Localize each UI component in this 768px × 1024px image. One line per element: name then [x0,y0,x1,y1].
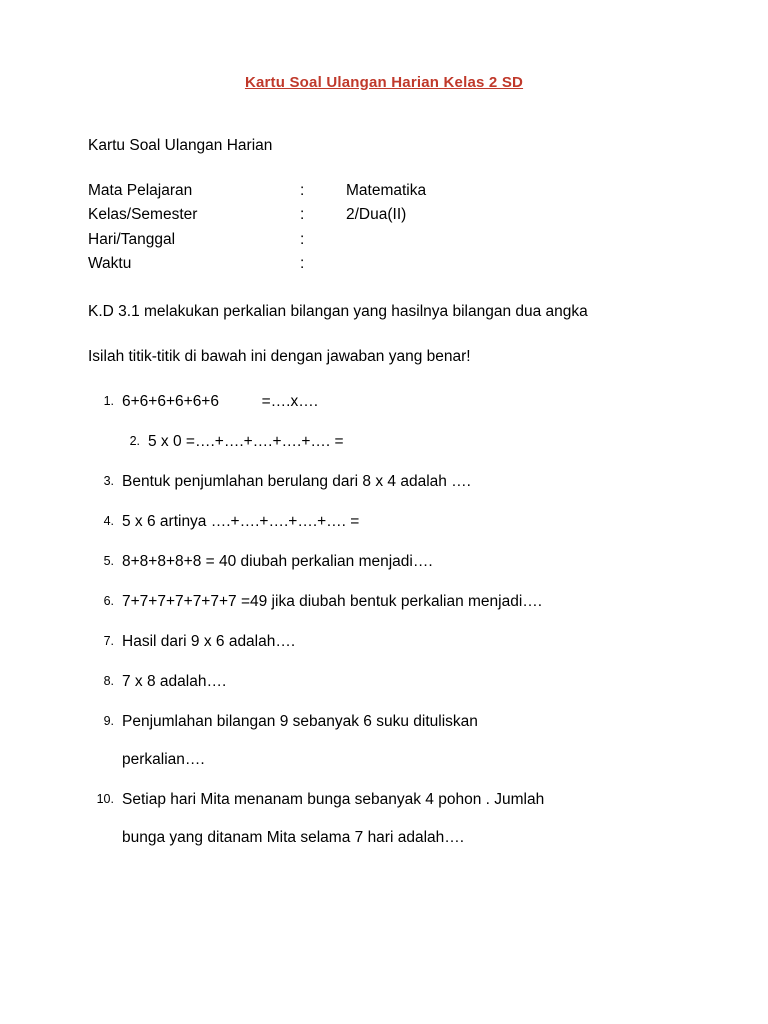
metadata-colon: : [300,206,305,224]
metadata-row [88,228,680,252]
question-text-part-a: 6+6+6+6+6+6 [122,393,219,411]
question-text: 8+8+8+8+8 = 40 diubah perkalian menjadi…. [122,553,433,571]
question-item [88,788,680,850]
question-text: 7+7+7+7+7+7+7 =49 jika diubah bentuk perkalian menjadi…. [122,593,543,611]
question-text: Hasil dari 9 x 6 adalah…. [122,633,296,651]
question-number: 10. [96,792,114,807]
metadata-block [88,179,680,275]
question-item [88,470,680,494]
question-text-line1: Penjumlahan bilangan 9 sebanyak 6 suku dituliskan [122,713,478,731]
instruction-text: Isilah titik-titik di bawah ini dengan jawaban yang benar! [88,347,471,365]
question-list [88,390,680,850]
metadata-label: Kelas/Semester [88,206,198,224]
metadata-row [88,179,680,203]
question-number: 6. [103,594,114,609]
metadata-label: Hari/Tanggal [88,230,176,248]
question-text-line2: perkalian…. [122,751,205,769]
question-text: 5 x 0 =….+….+….+….+…. = [148,433,344,451]
page-title: Kartu Soal Ulangan Harian Kelas 2 SD [244,74,524,91]
question-item [88,670,680,694]
question-text-line1: Setiap hari Mita menanam bunga sebanyak 4 pohon . Jumlah [122,791,545,809]
metadata-colon: : [300,230,305,248]
metadata-value: Matematika [346,182,427,200]
question-text: 5 x 6 artinya ….+….+….+….+…. = [122,513,360,531]
question-number: 7. [103,634,114,649]
question-text: 7 x 8 adalah…. [122,673,227,691]
question-item [88,710,680,772]
metadata-value: 2/Dua(II) [346,206,407,224]
metadata-label: Mata Pelajaran [88,182,193,200]
question-text: Bentuk penjumlahan berulang dari 8 x 4 adalah …. [122,473,471,491]
competency-text: K.D 3.1 melakukan perkalian bilangan yang hasilnya bilangan dua angka [88,302,588,320]
question-item [88,550,680,574]
question-item [88,390,680,414]
intro-line: Kartu Soal Ulangan Harian [88,137,273,154]
question-text [122,710,680,772]
question-number: 8. [103,674,114,689]
question-text [122,390,680,414]
metadata-colon: : [300,254,305,272]
question-item [88,590,680,614]
question-item [88,430,680,454]
question-number: 3. [103,474,114,489]
question-text-part-b: =….x…. [261,393,319,411]
question-number: 2. [129,434,140,449]
question-number: 9. [103,714,114,729]
question-text-line2: bunga yang ditanam Mita selama 7 hari adalah…. [122,829,465,847]
metadata-colon: : [300,182,305,200]
question-number: 5. [103,554,114,569]
question-item [88,510,680,534]
question-text [122,788,680,850]
question-item [88,630,680,654]
metadata-label: Waktu [88,254,132,272]
metadata-row [88,203,680,227]
metadata-row [88,252,680,276]
question-number: 1. [103,394,114,409]
question-number: 4. [103,514,114,529]
